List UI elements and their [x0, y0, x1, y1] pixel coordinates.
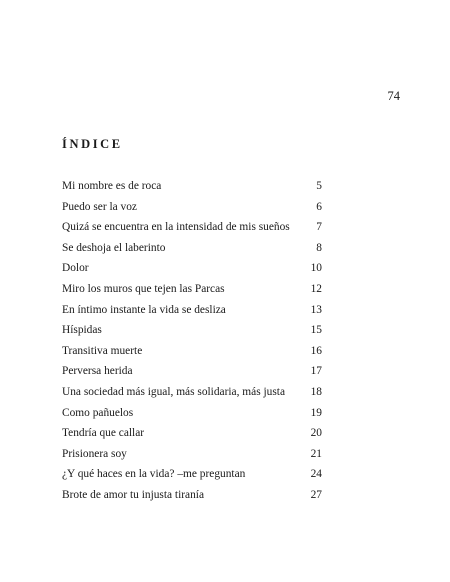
toc-entry [62, 217, 322, 238]
toc-entry-title: Híspidas [62, 324, 102, 337]
index-heading: ÍNDICE [62, 137, 123, 151]
toc-entry-title: Prisionera soy [62, 447, 127, 460]
toc-entry-page: 18 [310, 385, 322, 398]
toc-entry [62, 258, 322, 279]
toc-entry [62, 361, 322, 382]
toc-entry-page: 24 [310, 468, 322, 481]
toc-entry-page: 12 [310, 282, 322, 295]
toc-entry [62, 341, 322, 362]
toc-entry [62, 423, 322, 444]
toc-entry-page: 6 [316, 200, 322, 213]
toc-entry-title: Brote de amor tu injusta tiranía [62, 488, 205, 501]
toc-entry [62, 197, 322, 218]
toc-entry-title: Mi nombre es de roca [62, 180, 162, 192]
toc-entry-title: Tendría que callar [62, 427, 145, 440]
toc-entry-title: Como pañuelos [62, 406, 134, 419]
toc-entry-title: Puedo ser la voz [62, 200, 137, 213]
toc-entry-title: Quizá se encuentra en la intensidad de mis sueños [62, 221, 290, 234]
toc-entry-page: 19 [310, 406, 322, 419]
toc-entry-page: 7 [316, 221, 322, 234]
toc-entry [62, 485, 322, 506]
toc-entry [62, 444, 322, 465]
toc-entry-title: Transitiva muerte [62, 344, 143, 357]
toc-entry-page: 10 [310, 262, 322, 275]
toc-entry-title: ¿Y qué haces en la vida? –me preguntan [62, 468, 246, 481]
toc-entry-title: Una sociedad más igual, más solidaria, más justa [62, 385, 286, 398]
toc-entry [62, 403, 322, 424]
table-of-contents [62, 176, 322, 506]
toc-entry-page: 20 [310, 427, 322, 440]
toc-entry-page: 5 [316, 180, 322, 192]
toc-entry-page: 16 [310, 344, 322, 357]
toc-entry-title: Perversa herida [62, 365, 133, 378]
toc-entry-page: 8 [316, 241, 322, 254]
toc-entry-title: Dolor [62, 262, 89, 275]
page-number: 74 [387, 89, 400, 103]
toc-entry-page: 17 [310, 365, 322, 378]
toc-entry-page: 21 [310, 447, 322, 460]
toc-entry [62, 279, 322, 300]
toc-entry [62, 176, 322, 197]
toc-entry [62, 238, 322, 259]
toc-entry [62, 382, 322, 403]
toc-entry [62, 300, 322, 321]
toc-entry-page: 15 [310, 324, 322, 337]
toc-entry-title: En íntimo instante la vida se desliza [62, 303, 226, 316]
toc-entry [62, 464, 322, 485]
toc-entry-page: 13 [310, 303, 322, 316]
toc-entry-title: Se deshoja el laberinto [62, 241, 166, 254]
toc-entry [62, 320, 322, 341]
toc-entry-page: 27 [310, 488, 322, 501]
toc-entry-title: Miro los muros que tejen las Parcas [62, 282, 225, 295]
